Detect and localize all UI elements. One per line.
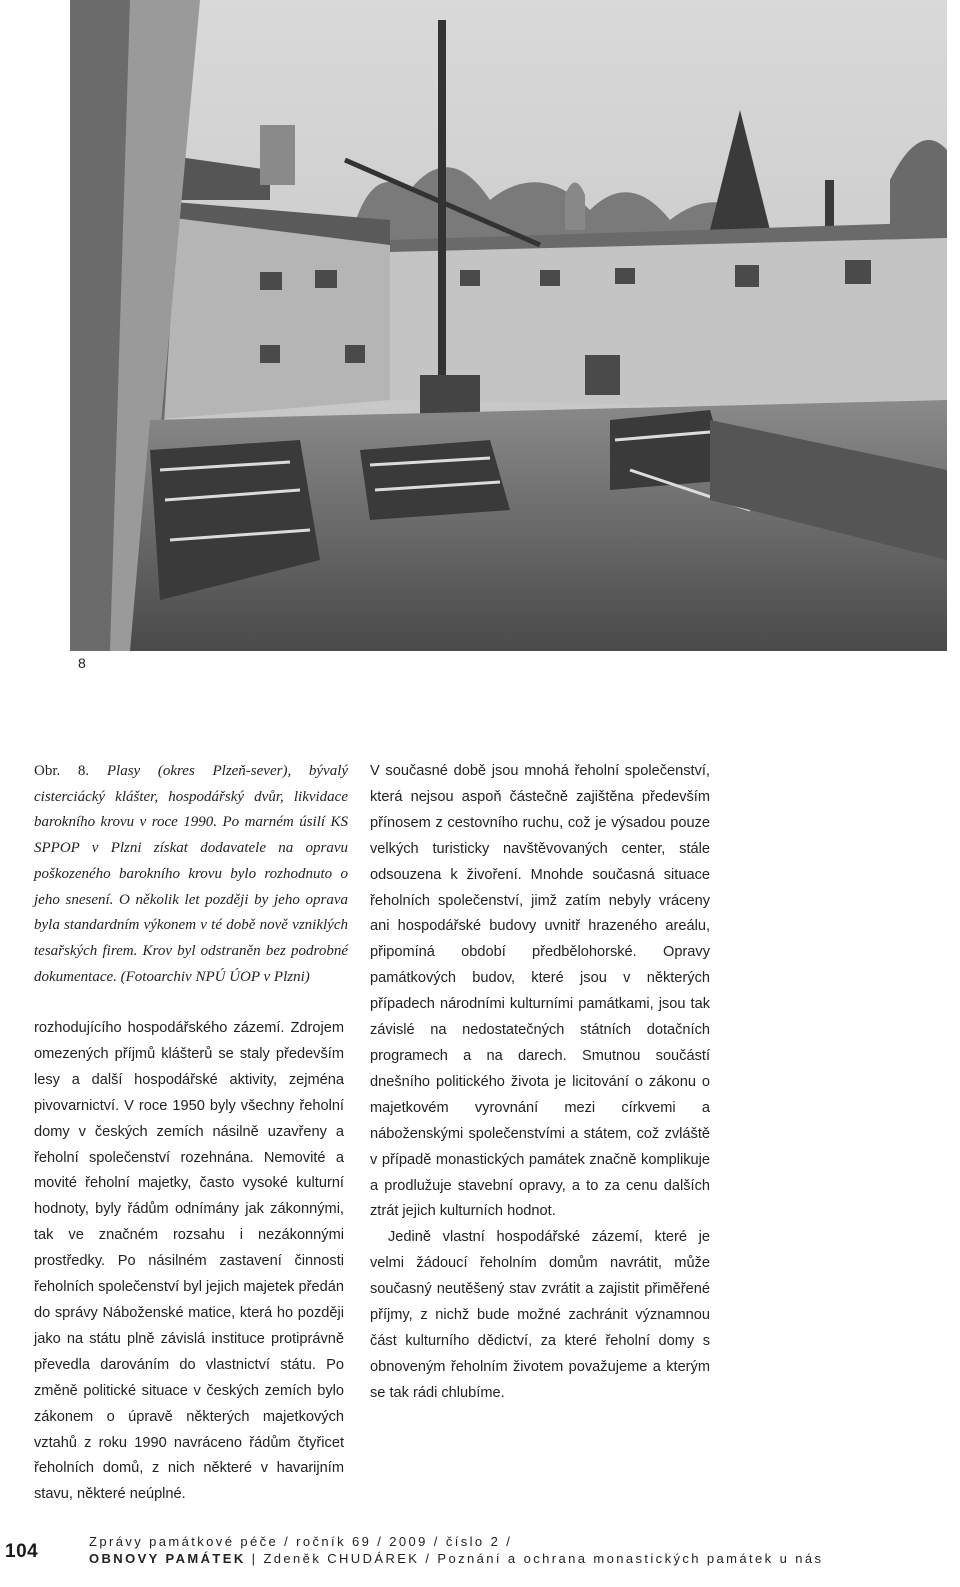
section-divider: |: [251, 1551, 264, 1566]
left-paragraph: rozhodujícího hospodářského zázemí. Zdrojem omezených příjmů klášterů se staly především lesy a další hospodářské aktivity, zejména pivovarnictví. V roce 1950 byly všechny řeholní domy v českých zemích násilně uzavřeny a řeholní společenství rozehnána. Nemovité a movité řeholní majetky, často vysoké kulturní hodnoty, byly řádům odnímány jak zákonnými, tak ve značném rozsahu i nezákonnými prostředky. Po násilném zastavení činnosti řeholních společenství byl jejich majetek předán do správy Náboženské matice, která ho později jako na státu plně závislá instituce protiprávně převedla darováním do vlastnictví státu. Po změně politické situace v českých zemích bylo zákonem o úpravě některých majetkových vztahů z roku 1990 navráceno řádům čtyřicet řeholních domů, z nich některé v havarijním stavu, některé neúplné.: [34, 1020, 344, 1503]
right-paragraph-2: Jedině vlastní hospodářské zázemí, které je velmi žádoucí řeholním domům navrátit, může současný neutěšený stav zvrátit a zajistit přiměřené příjmy, z nichž bude možné zachránit významnou část kulturního dědictví, za které řeholní domy s obnoveným řeholním životem považujeme a kterým se tak rádi chlubíme.: [370, 1229, 710, 1401]
page-number: 104: [5, 1541, 39, 1562]
caption-label: Obr. 8.: [34, 763, 90, 779]
section-label: OBNOVY PAMÁTEK: [89, 1551, 246, 1566]
author-title: Zdeněk CHUDÁREK / Poznání a ochrana monastických památek u nás: [263, 1551, 824, 1566]
left-column: [34, 1016, 344, 1508]
photograph-monastery-farmyard: [70, 0, 947, 651]
photo-illustration: [70, 0, 947, 651]
right-paragraph-1: V současné době jsou mnohá řeholní společenství, která nejsou aspoň částečně zajištěna především přínosem z cestovního ruchu, což je výsadou pouze velkých turisticky navštěvovaných center, stále odsouzena k živoření. Mnohde současná situace řeholních společenství, jimž zatím nebyly vráceny ani hospodářské budovy uvnitř hrazeného areálu, připomíná období předbělohorské. Opravy památkových budov, které jsou v některých případech národními kulturními památkami, jsou tak závislé na nedostatečných státních dotačních programech a na darech. Smutnou součástí dnešního politického života je licitování o zákonu o majetkovém vyrovnání mezi církvemi a náboženskými společenstvími a státem, což zvláště v případě monastických památek značně komplikuje a prodlužuje stavební opravy, a to za cenu dalších ztrát jejich kulturních hodnot.: [370, 763, 710, 1220]
journal-line: Zprávy památkové péče / ročník 69 / 2009 / číslo 2 /: [89, 1534, 513, 1549]
caption-text: Plasy (okres Plzeň-sever), bývalý cisterciácký klášter, hospodářský dvůr, likvidace barokního krovu v roce 1990. Po marném úsilí KS SPPOP v Plzni získat dodavatele na opravu poškozeného barokního krovu bylo rozhodnuto o jeho snesení. O několik let později by jeho oprava byla standardním výkonem v té době nově vzniklých tesařských firem. Krov byl odstraněn bez podrobné dokumentace. (Fotoarchiv NPÚ ÚOP v Plzni): [34, 763, 349, 985]
right-column: [370, 759, 710, 1407]
figure-number: 8: [78, 655, 86, 671]
figure-caption: [34, 759, 348, 990]
article-line: [89, 1551, 823, 1566]
